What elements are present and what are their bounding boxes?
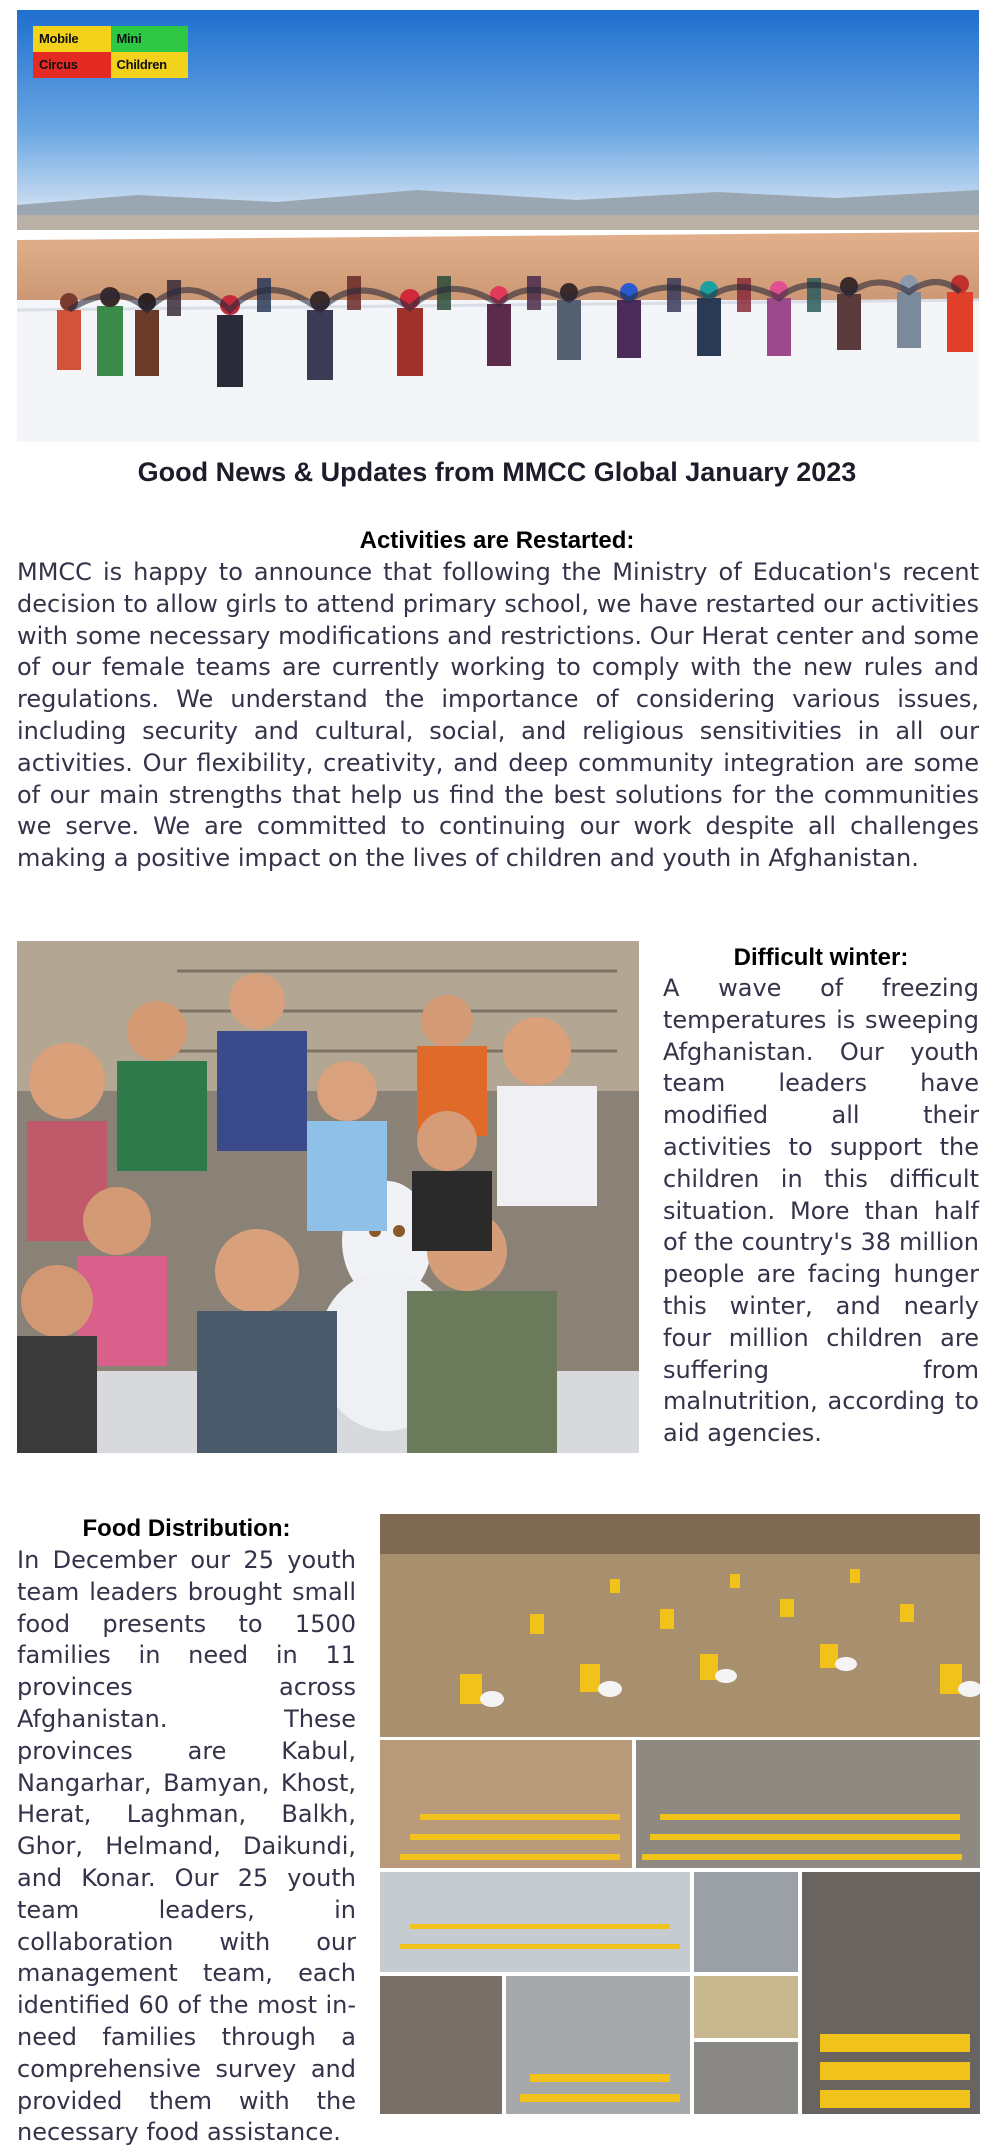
logo-word: Mobile [33, 26, 111, 52]
food-distribution-collage [380, 1514, 980, 2114]
logo-word: Circus [33, 52, 111, 78]
section-title-restarted: Activities are Restarted: [359, 527, 635, 554]
page-title: Good News & Updates from MMCC Global January 2023 [137, 457, 857, 487]
winter-photo [17, 941, 639, 1453]
mmcc-logo [33, 26, 188, 78]
section-body-restarted: MMCC is happy to announce that following the Ministry of Education's recent decision to allow girls to attend primary school, we have restarted our activities with some necessary modifications and restrictions. Our Herat center and some of our female teams are currently working to comply with the new rules and regulations. We understand the importance of considering various issues, including security and cultural, social, and religious sensitivities in all our activities. Our flexibility, creativity, and deep community integration are some of our main strengths that help us find the best solutions for the communities we serve. We are committed to continuing our work despite all challenges making a positive impact on the lives of children and youth in Afghanistan. [17, 558, 979, 873]
logo-word: Mini [111, 26, 189, 52]
section-body-food: In December our 25 youth team leaders brought small food presents to 1500 families in need in 11 provinces across Afghanistan. These provinces are Kabul, Nangarhar, Bamyan, Khost, Herat, Laghman, Balkh, Ghor, Helmand, Daikundi, and Konar. Our 25 youth team leaders, in collaboration with our management team, each identified 60 of the most in-need families through a comprehensive survey and provided them with the necessary food assistance. [17, 1546, 356, 2147]
section-title-winter: Difficult winter: [733, 944, 909, 971]
section-body-winter: A wave of freezing temperatures is sweeping Afghanistan. Our youth team leaders have modified all their activities to support the children in this difficult situation. More than half of the country's 38 million people are facing hunger this winter, and nearly four million children are suffering from malnutrition, according to aid agencies. [663, 974, 979, 1448]
logo-word: Children [111, 52, 189, 78]
section-title-food: Food Distribution: [82, 1515, 291, 1542]
